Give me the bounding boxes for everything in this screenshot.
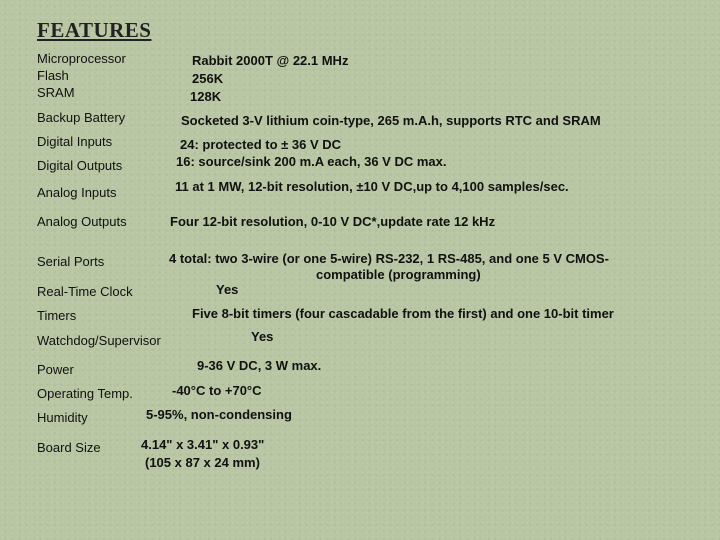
value-sram: 128K <box>190 89 222 104</box>
value-digital-inputs: 24: protected to ± 36 V DC <box>180 137 342 152</box>
label-power: Power <box>37 362 74 377</box>
value-real-time-clock: Yes <box>216 282 239 297</box>
value-humidity: 5-95%, non-condensing <box>146 407 292 422</box>
value-board-size-line1: 4.14" x 3.41" x 0.93" <box>141 437 265 452</box>
label-watchdog: Watchdog/Supervisor <box>37 333 161 348</box>
value-timers: Five 8-bit timers (four cascadable from the first) and one 10-bit timer <box>192 306 614 321</box>
label-real-time-clock: Real-Time Clock <box>37 284 133 299</box>
label-flash: Flash <box>37 68 69 83</box>
value-serial-ports-line2: compatible (programming) <box>316 267 481 282</box>
label-board-size: Board Size <box>37 440 101 455</box>
label-digital-outputs: Digital Outputs <box>37 158 123 173</box>
value-serial-ports-line1: 4 total: two 3-wire (or one 5-wire) RS-232, 1 RS-485, and one 5 V CMOS- <box>169 251 609 266</box>
value-flash: 256K <box>192 71 224 86</box>
label-analog-inputs: Analog Inputs <box>37 185 117 200</box>
label-digital-inputs: Digital Inputs <box>37 134 113 149</box>
value-backup-battery: Socketed 3-V lithium coin-type, 265 m.A.h, supports RTC and SRAM <box>181 113 601 128</box>
label-microprocessor: Microprocessor <box>37 51 126 66</box>
value-microprocessor: Rabbit 2000T @ 22.1 MHz <box>192 53 349 68</box>
value-watchdog: Yes <box>251 329 274 344</box>
value-analog-outputs: Four 12-bit resolution, 0-10 V DC*,update rate 12 kHz <box>170 214 496 229</box>
page-title: FEATURES <box>37 18 152 42</box>
label-backup-battery: Backup Battery <box>37 110 126 125</box>
value-power: 9-36 V DC, 3 W max. <box>197 358 322 373</box>
value-board-size-line2: (105 x 87 x 24 mm) <box>145 455 260 470</box>
label-analog-outputs: Analog Outputs <box>37 214 127 229</box>
label-timers: Timers <box>37 308 77 323</box>
value-operating-temp: -40°C to +70°C <box>172 383 262 398</box>
label-serial-ports: Serial Ports <box>37 254 105 269</box>
label-sram: SRAM <box>37 85 75 100</box>
label-operating-temp: Operating Temp. <box>37 386 133 401</box>
value-digital-outputs: 16: source/sink 200 m.A each, 36 V DC max. <box>176 154 447 169</box>
label-humidity: Humidity <box>37 410 88 425</box>
value-analog-inputs: 11 at 1 MW, 12-bit resolution, ±10 V DC,up to 4,100 samples/sec. <box>175 179 569 194</box>
